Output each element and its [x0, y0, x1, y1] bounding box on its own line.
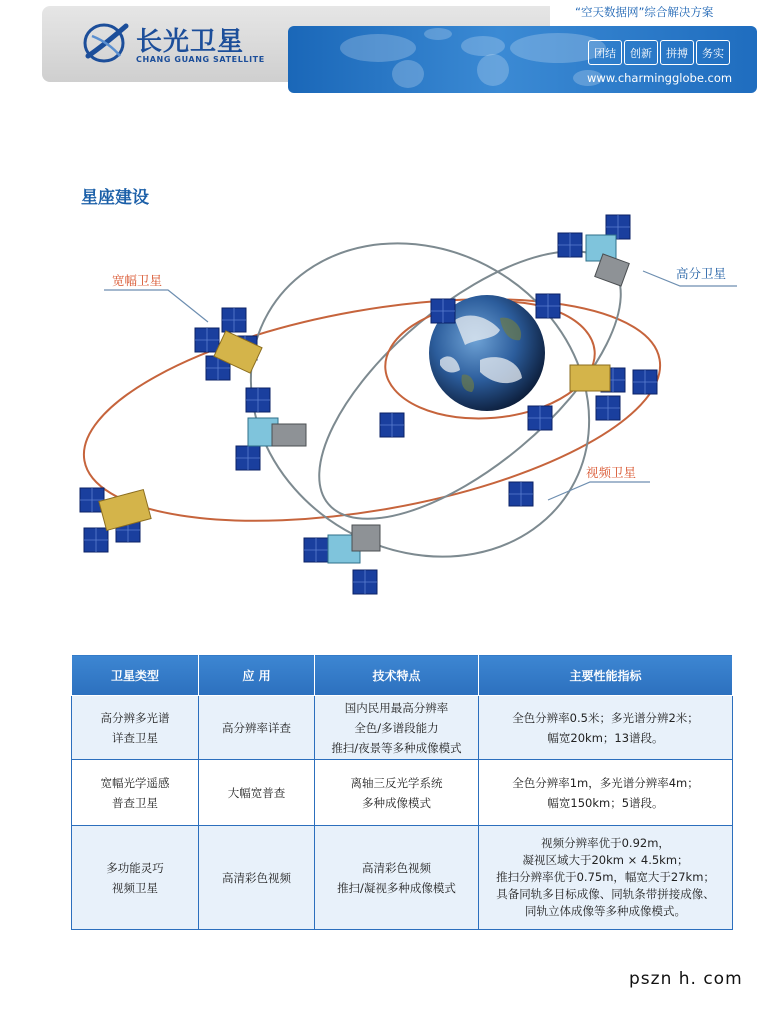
table-cell-type: 多功能灵巧 视频卫星	[72, 826, 199, 930]
table-cell-performance: 全色分辨率1m，多光谱分辨率4m； 幅宽150km；5谱段。	[479, 760, 733, 826]
table-cell-features: 国内民用最高分辨率 全色/多谱段能力 推扫/夜景等多种成像模式	[315, 696, 479, 760]
satellite-wide-1-icon	[195, 308, 262, 380]
satellite-wide-2-icon	[80, 488, 151, 552]
header-tagline: “空天数据网”综合解决方案	[575, 5, 714, 19]
table-cell-type: 宽幅光学遥感 普查卫星	[72, 760, 199, 826]
table-cell-application: 大幅宽普查	[199, 760, 315, 826]
value-badge: 务实	[696, 40, 730, 65]
table-header-row	[72, 655, 733, 696]
table-header-cell: 主要性能指标	[479, 655, 733, 696]
logo-english-name: CHANG GUANG SATELLITE	[136, 55, 265, 64]
satellite-spec-table	[71, 654, 733, 930]
satellite-hires-3-icon	[304, 525, 380, 594]
table-row	[72, 826, 733, 930]
table-header-cell: 卫星类型	[72, 655, 199, 696]
table-cell-performance: 视频分辨率优于0.92m， 凝视区域大于20km × 4.5km； 推扫分辨率优于0.75m，幅宽大于27km； 具备同轨多目标成像、同轨条带拼接成像、 同轨立体成像等多种成像模式。	[479, 826, 733, 930]
satellite-hires-1-icon	[558, 215, 630, 286]
watermark-text: pszn h. com	[629, 969, 743, 989]
constellation-diagram	[0, 205, 777, 625]
label-video-satellite: 视频卫星	[586, 465, 637, 480]
label-pointer-wide	[104, 290, 208, 322]
table-cell-features: 高清彩色视频 推扫/凝视多种成像模式	[315, 826, 479, 930]
label-hires-satellite: 高分卫星	[676, 266, 727, 281]
table-cell-type: 高分辨多光谱 详查卫星	[72, 696, 199, 760]
value-badge: 创新	[624, 40, 658, 65]
table-cell-features: 离轴三反光学系统 多种成像模式	[315, 760, 479, 826]
chang-guang-logo-icon	[82, 22, 130, 64]
satellite-hires-2-icon	[236, 388, 306, 470]
table-cell-application: 高清彩色视频	[199, 826, 315, 930]
orbit-wide	[67, 261, 677, 559]
value-badge: 团结	[588, 40, 622, 65]
table-cell-performance: 全色分辨率0.5米；多光谱分辨2米； 幅宽20km；13谱段。	[479, 696, 733, 760]
table-row	[72, 760, 733, 826]
section-title: 星座建设	[81, 188, 149, 208]
satellite-wide-3-icon	[570, 365, 657, 420]
table-cell-application: 高分辨率详查	[199, 696, 315, 760]
corporate-values	[588, 40, 730, 65]
logo-chinese-name: 长光卫星	[136, 27, 245, 57]
label-wide-satellite: 宽幅卫星	[112, 273, 163, 288]
value-badge: 拼搏	[660, 40, 694, 65]
table-header-cell: 应 用	[199, 655, 315, 696]
table-row	[72, 696, 733, 760]
website-url: www.charmingglobe.com	[587, 71, 733, 85]
label-pointer-video	[548, 482, 650, 500]
table-header-cell: 技术特点	[315, 655, 479, 696]
